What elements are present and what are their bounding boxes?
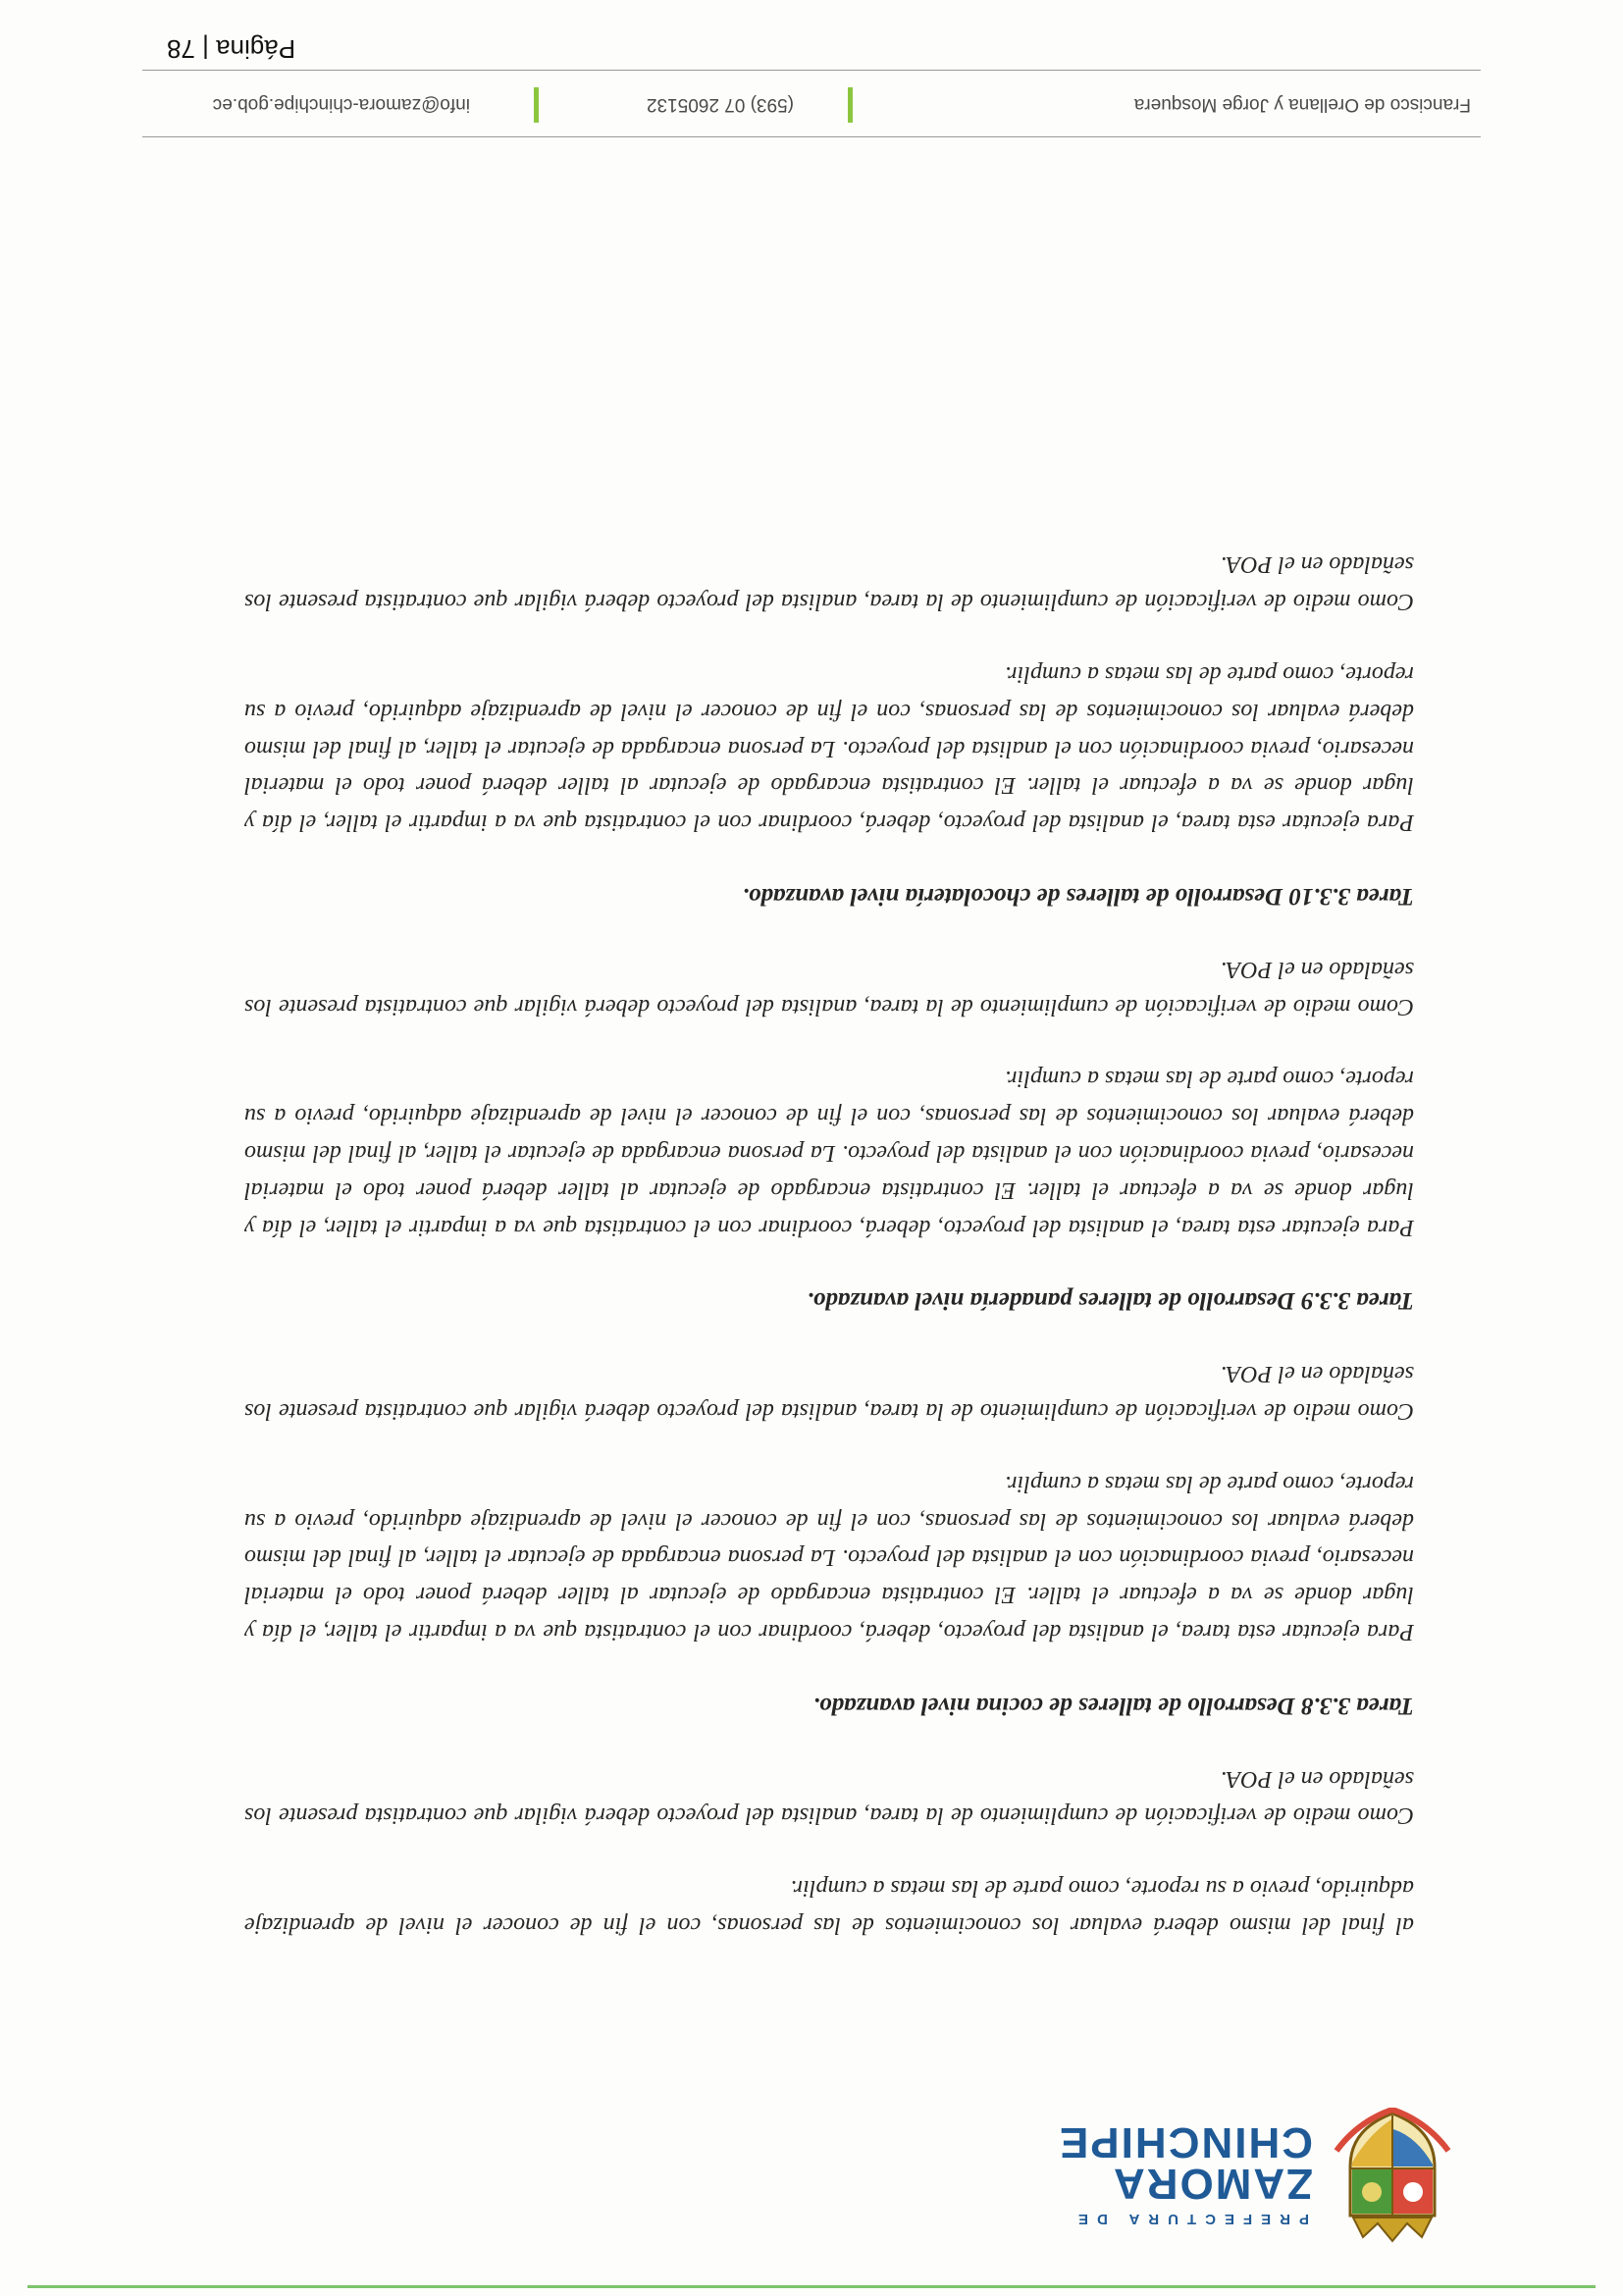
paragraph: Como medio de verificación de cumplimiento de la tarea, analista del proyecto deberá vigilar que contratista presente los señalado en el POA. — [244, 551, 1414, 615]
paragraph: Para ejecutar esta tarea, el analista del proyecto, deberá, coordinar con el contratista que va a impartir el taller, el día y lugar donde se va a efectuar el taller. El contratista encargado de ejecutar al taller deberá poner todo el material necesario, previa coordinación con el analista del proyecto. La persona encargada de ejecutar el taller, al final del mismo deberá evaluar los conocimientos de las personas, con el fin de conocer el nivel de aprendizaje adquirido, previo a su reporte, como parte de las metas a cumplir. — [244, 1470, 1414, 1645]
page-body — [244, 510, 1414, 1943]
paragraph: al final del mismo deberá evaluar los conocimientos de las personas, con el fin de conocer el nivel de aprendizaje adquirido, previo a su reporte, como parte de las metas a cumplir. — [244, 1875, 1414, 1938]
coat-of-arms-icon — [1329, 2108, 1456, 2245]
paragraph: Para ejecutar esta tarea, el analista del proyecto, deberá, coordinar con el contratista que va a impartir el taller, el día y lugar donde se va a efectuar el taller. El contratista encargado de ejecutar al taller deberá poner todo el material necesario, previa coordinación con el analista del proyecto. La persona encargada de ejecutar el taller, al final del mismo deberá evaluar los conocimientos de las personas, con el fin de conocer el nivel de aprendizaje adquirido, previo a su reporte, como parte de las metas a cumplir. — [244, 1066, 1414, 1240]
footer-email: info@zamora-chinchipe.gob.ec — [212, 94, 470, 115]
footer-phone: (593) 07 2605132 — [646, 94, 794, 115]
paragraph: Como medio de verificación de cumplimiento de la tarea, analista del proyecto deberá vigilar que contratista presente los señalado en el POA. — [244, 956, 1414, 1019]
paragraph: Para ejecutar esta tarea, el analista del proyecto, deberá, coordinar con el contratista que va a impartir el taller, el día y lugar donde se va a efectuar el taller. El contratista encargado de ejecutar al taller deberá poner todo el material necesario, previa coordinación con el analista del proyecto. La persona encargada de ejecutar el taller, al final del mismo deberá evaluar los conocimientos de las personas, con el fin de conocer el nivel de aprendizaje adquirido, previo a su reporte, como parte de las metas a cumplir. — [244, 661, 1414, 836]
paragraph: Como medio de verificación de cumplimiento de la tarea, analista del proyecto deberá vigilar que contratista presente los señalado en el POA. — [244, 1765, 1414, 1829]
footer-divider — [848, 87, 853, 123]
logo-subtitle: PREFECTURA DE — [1070, 2211, 1309, 2227]
footer-rule-bottom — [142, 70, 1481, 71]
section-heading: Tarea 3.3.8 Desarrollo de talleres de cocina nivel avanzado. — [812, 1692, 1414, 1719]
footer — [142, 83, 1481, 123]
section-heading: Tarea 3.3.10 Desarrollo de talleres de chocolatería nivel avanzado. — [742, 883, 1414, 911]
header-rule — [27, 2285, 1596, 2288]
page-number: Página | 78 — [167, 34, 296, 64]
footer-address: Francisco de Orellana y Jorge Mosquera — [1133, 94, 1471, 115]
paragraph: Como medio de verificación de cumplimiento de la tarea, analista del proyecto deberá vigilar que contratista presente los señalado en el POA. — [244, 1361, 1414, 1425]
footer-rule — [142, 136, 1481, 137]
footer-divider — [534, 87, 539, 123]
logo-title-line1: ZAMORA — [1111, 2160, 1313, 2208]
section-heading: Tarea 3.3.9 Desarrollo de talleres panadería nivel avanzado. — [807, 1287, 1414, 1315]
prefectura-logo — [946, 2108, 1456, 2245]
logo-title-line2: CHINCHIPE — [1057, 2118, 1313, 2166]
